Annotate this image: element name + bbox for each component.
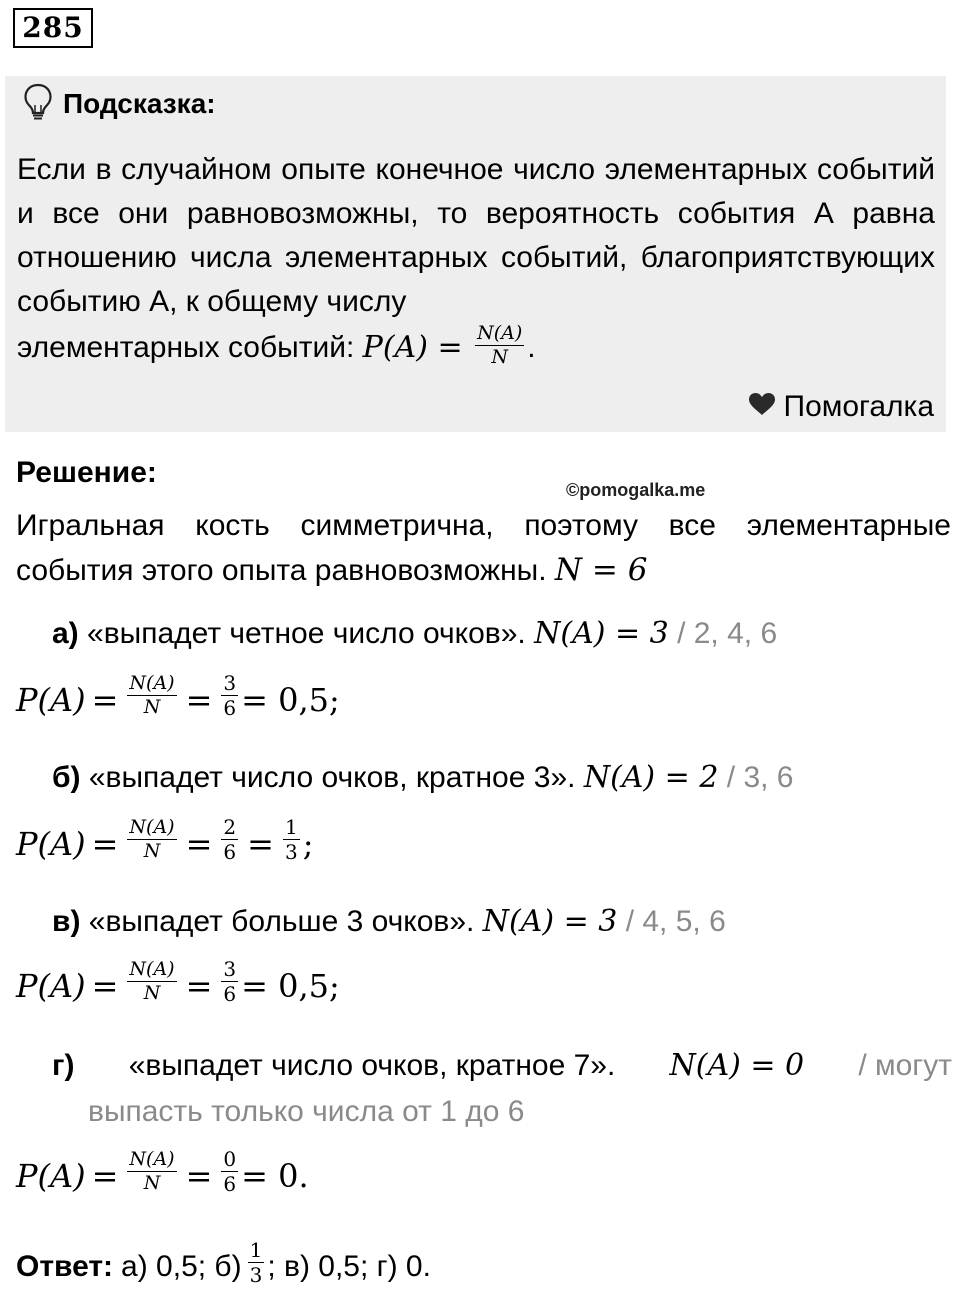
watermark: ©pomogalka.me bbox=[566, 480, 706, 500]
hint-formula-fraction: $\frac{N(A)}{N}$ bbox=[477, 321, 523, 368]
case-d: г) «выпадет число очков, кратное 7». N(A) = 0 / могут bbox=[52, 1048, 952, 1083]
solution-intro: Игральная кость симметрична, поэтому все элементарные события этого опыта равновозможны. N = 6 bbox=[16, 509, 951, 588]
solution-title: Решение: bbox=[16, 456, 157, 489]
answer: Ответ: а) 0,5; б) $\frac{1}{3}$ ; в) 0,5; г) 0. bbox=[16, 1238, 431, 1287]
problem-number: 285 bbox=[13, 8, 93, 48]
formula-b: P(A) = $\frac{N(A)}{N}$ = $\frac{2}{6}$ = $\frac{1}{3}$ ; bbox=[16, 815, 314, 864]
case-b: б) «выпадет число очков, кратное 3». N(A) = 2 / 3, 6 bbox=[52, 760, 794, 795]
hint-box bbox=[5, 76, 946, 432]
case-a: а) «выпадет четное число очков». N(A) = 3 / 2, 4, 6 bbox=[52, 616, 778, 651]
hint-title: Подсказка: bbox=[63, 88, 216, 119]
hint-text-body: Если в случайном опыте конечное число элементарных событий и все они равновозможны, то вероятность события А равна отношению числа элементарных событий, благоприятствующих событию А, к общему числу bbox=[17, 153, 935, 318]
hint-text-last-line: элементарных событий: P(A) = $\frac{N(A)}{N}$ . bbox=[17, 321, 536, 368]
hint-formula-lhs: P(A) = bbox=[362, 330, 473, 365]
formula-c: P(A) = $\frac{N(A)}{N}$ = $\frac{3}{6}$ = 0,5; bbox=[16, 957, 340, 1006]
hint-header bbox=[23, 82, 216, 126]
hint-text bbox=[17, 148, 935, 371]
brand-label: Помогалка bbox=[748, 390, 935, 424]
formula-d: P(A) = $\frac{N(A)}{N}$ = $\frac{0}{6}$ = 0. bbox=[16, 1147, 309, 1196]
formula-a: P(A) = $\frac{N(A)}{N}$ = $\frac{3}{6}$ = 0,5; bbox=[16, 671, 340, 720]
lightbulb-icon bbox=[23, 83, 53, 126]
case-c: в) «выпадет больше 3 очков». N(A) = 3 / 4, 5, 6 bbox=[52, 904, 726, 939]
case-d-note: выпасть только числа от 1 до 6 bbox=[88, 1095, 525, 1128]
heart-icon bbox=[748, 390, 776, 424]
